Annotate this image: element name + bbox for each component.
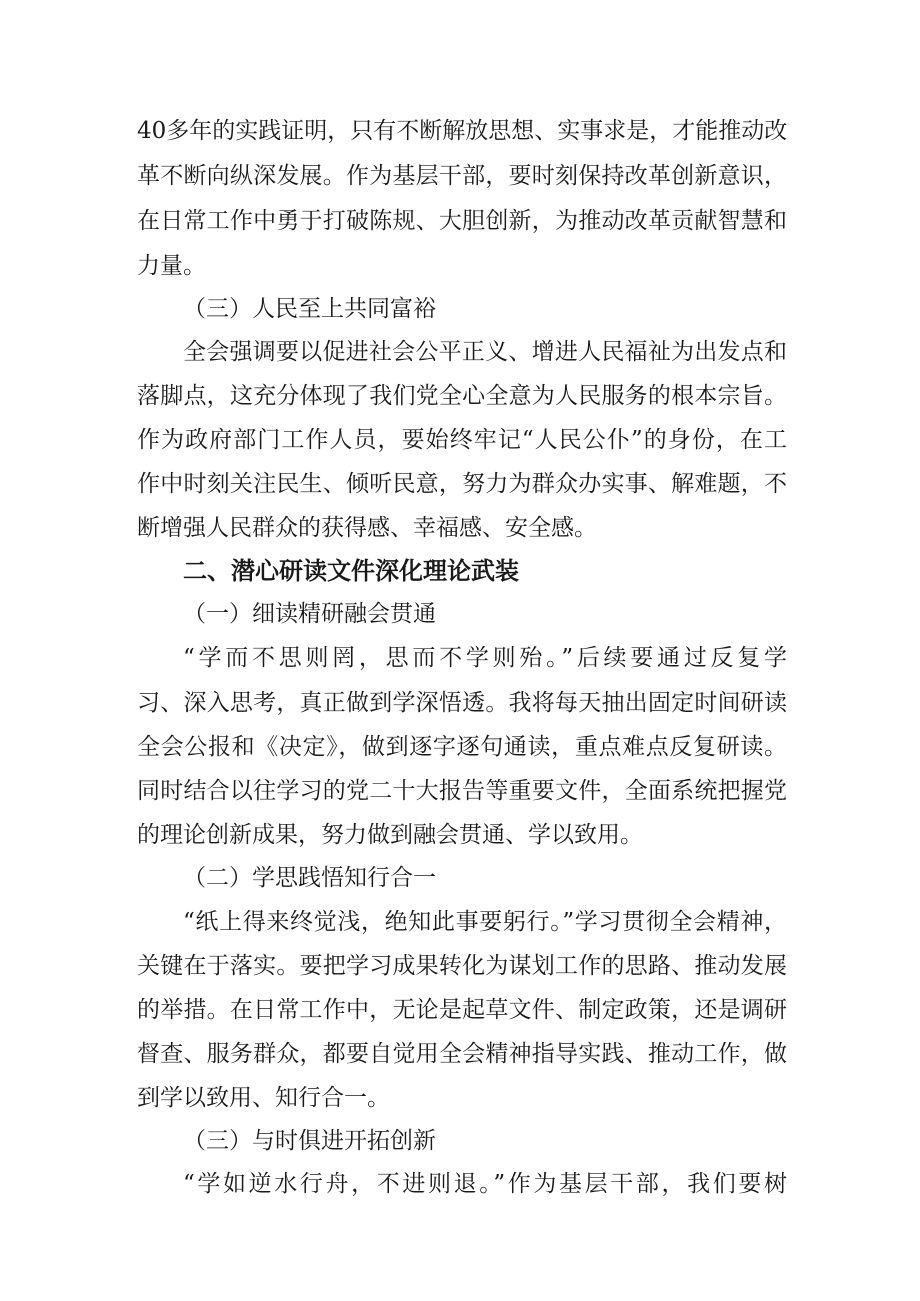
text-line: （二）学思践悟知行合一	[183, 865, 436, 891]
text-line: 习、深入思考，真正做到学深悟透。我将每天抽出固定时间研读	[137, 690, 787, 716]
text-line: 力量。	[137, 253, 206, 279]
text-line: 断增强人民群众的获得感、幸福感、安全感。	[137, 515, 597, 541]
text-line: 的理论创新成果，努力做到融会贯通、学以致用。	[137, 822, 643, 848]
text-line: （一）细读精研融会贯通	[183, 601, 436, 627]
text-line: “学如逆水行舟，不进则退。”作为基层干部，我们要树	[183, 1171, 787, 1197]
text-line: 同时结合以往学习的党二十大报告等重要文件，全面系统把握党	[137, 778, 787, 804]
text-line: 落脚点，这充分体现了我们党全心全意为人民服务的根本宗旨。	[137, 383, 787, 409]
text-line: “纸上得来终觉浅，绝知此事要躬行。”学习贯彻全会精神，	[183, 909, 787, 935]
text-line: 全会强调要以促进社会公平正义、增进人民福祉为出发点和	[183, 339, 787, 365]
text-line: 在日常工作中勇于打破陈规、大胆创新，为推动改革贡献智慧和	[137, 208, 787, 234]
text-line: 到学以致用、知行合一。	[137, 1085, 390, 1111]
text-line: （三）人民至上共同富裕	[183, 296, 436, 322]
text-line: 督查、服务群众，都要自觉用全会精神指导实践、推动工作，做	[137, 1041, 787, 1067]
text-line: 40多年的实践证明，只有不断解放思想、实事求是，才能推动改	[137, 118, 788, 144]
text-line: 关键在于落实。要把学习成果转化为谋划工作的思路、推动发展	[137, 953, 787, 979]
section-heading: 二、潜心研读文件深化理论武装	[183, 557, 519, 585]
text-line: 全会公报和《决定》，做到逐字逐句通读，重点难点反复研读。	[137, 734, 787, 760]
text-line: “学而不思则罔，思而不学则殆。”后续要通过反复学	[183, 645, 787, 671]
text-line: 的举措。在日常工作中，无论是起草文件、制定政策，还是调研	[137, 997, 787, 1023]
text-line: 作中时刻关注民生、倾听民意，努力为群众办实事、解难题，不	[137, 471, 787, 497]
text-line: 革不断向纵深发展。作为基层干部，要时刻保持改革创新意识，	[137, 163, 787, 189]
text-line: （三）与时俱进开拓创新	[183, 1128, 436, 1154]
text-line: 作为政府部门工作人员，要始终牢记“人民公仆”的身份，在工	[137, 427, 787, 453]
